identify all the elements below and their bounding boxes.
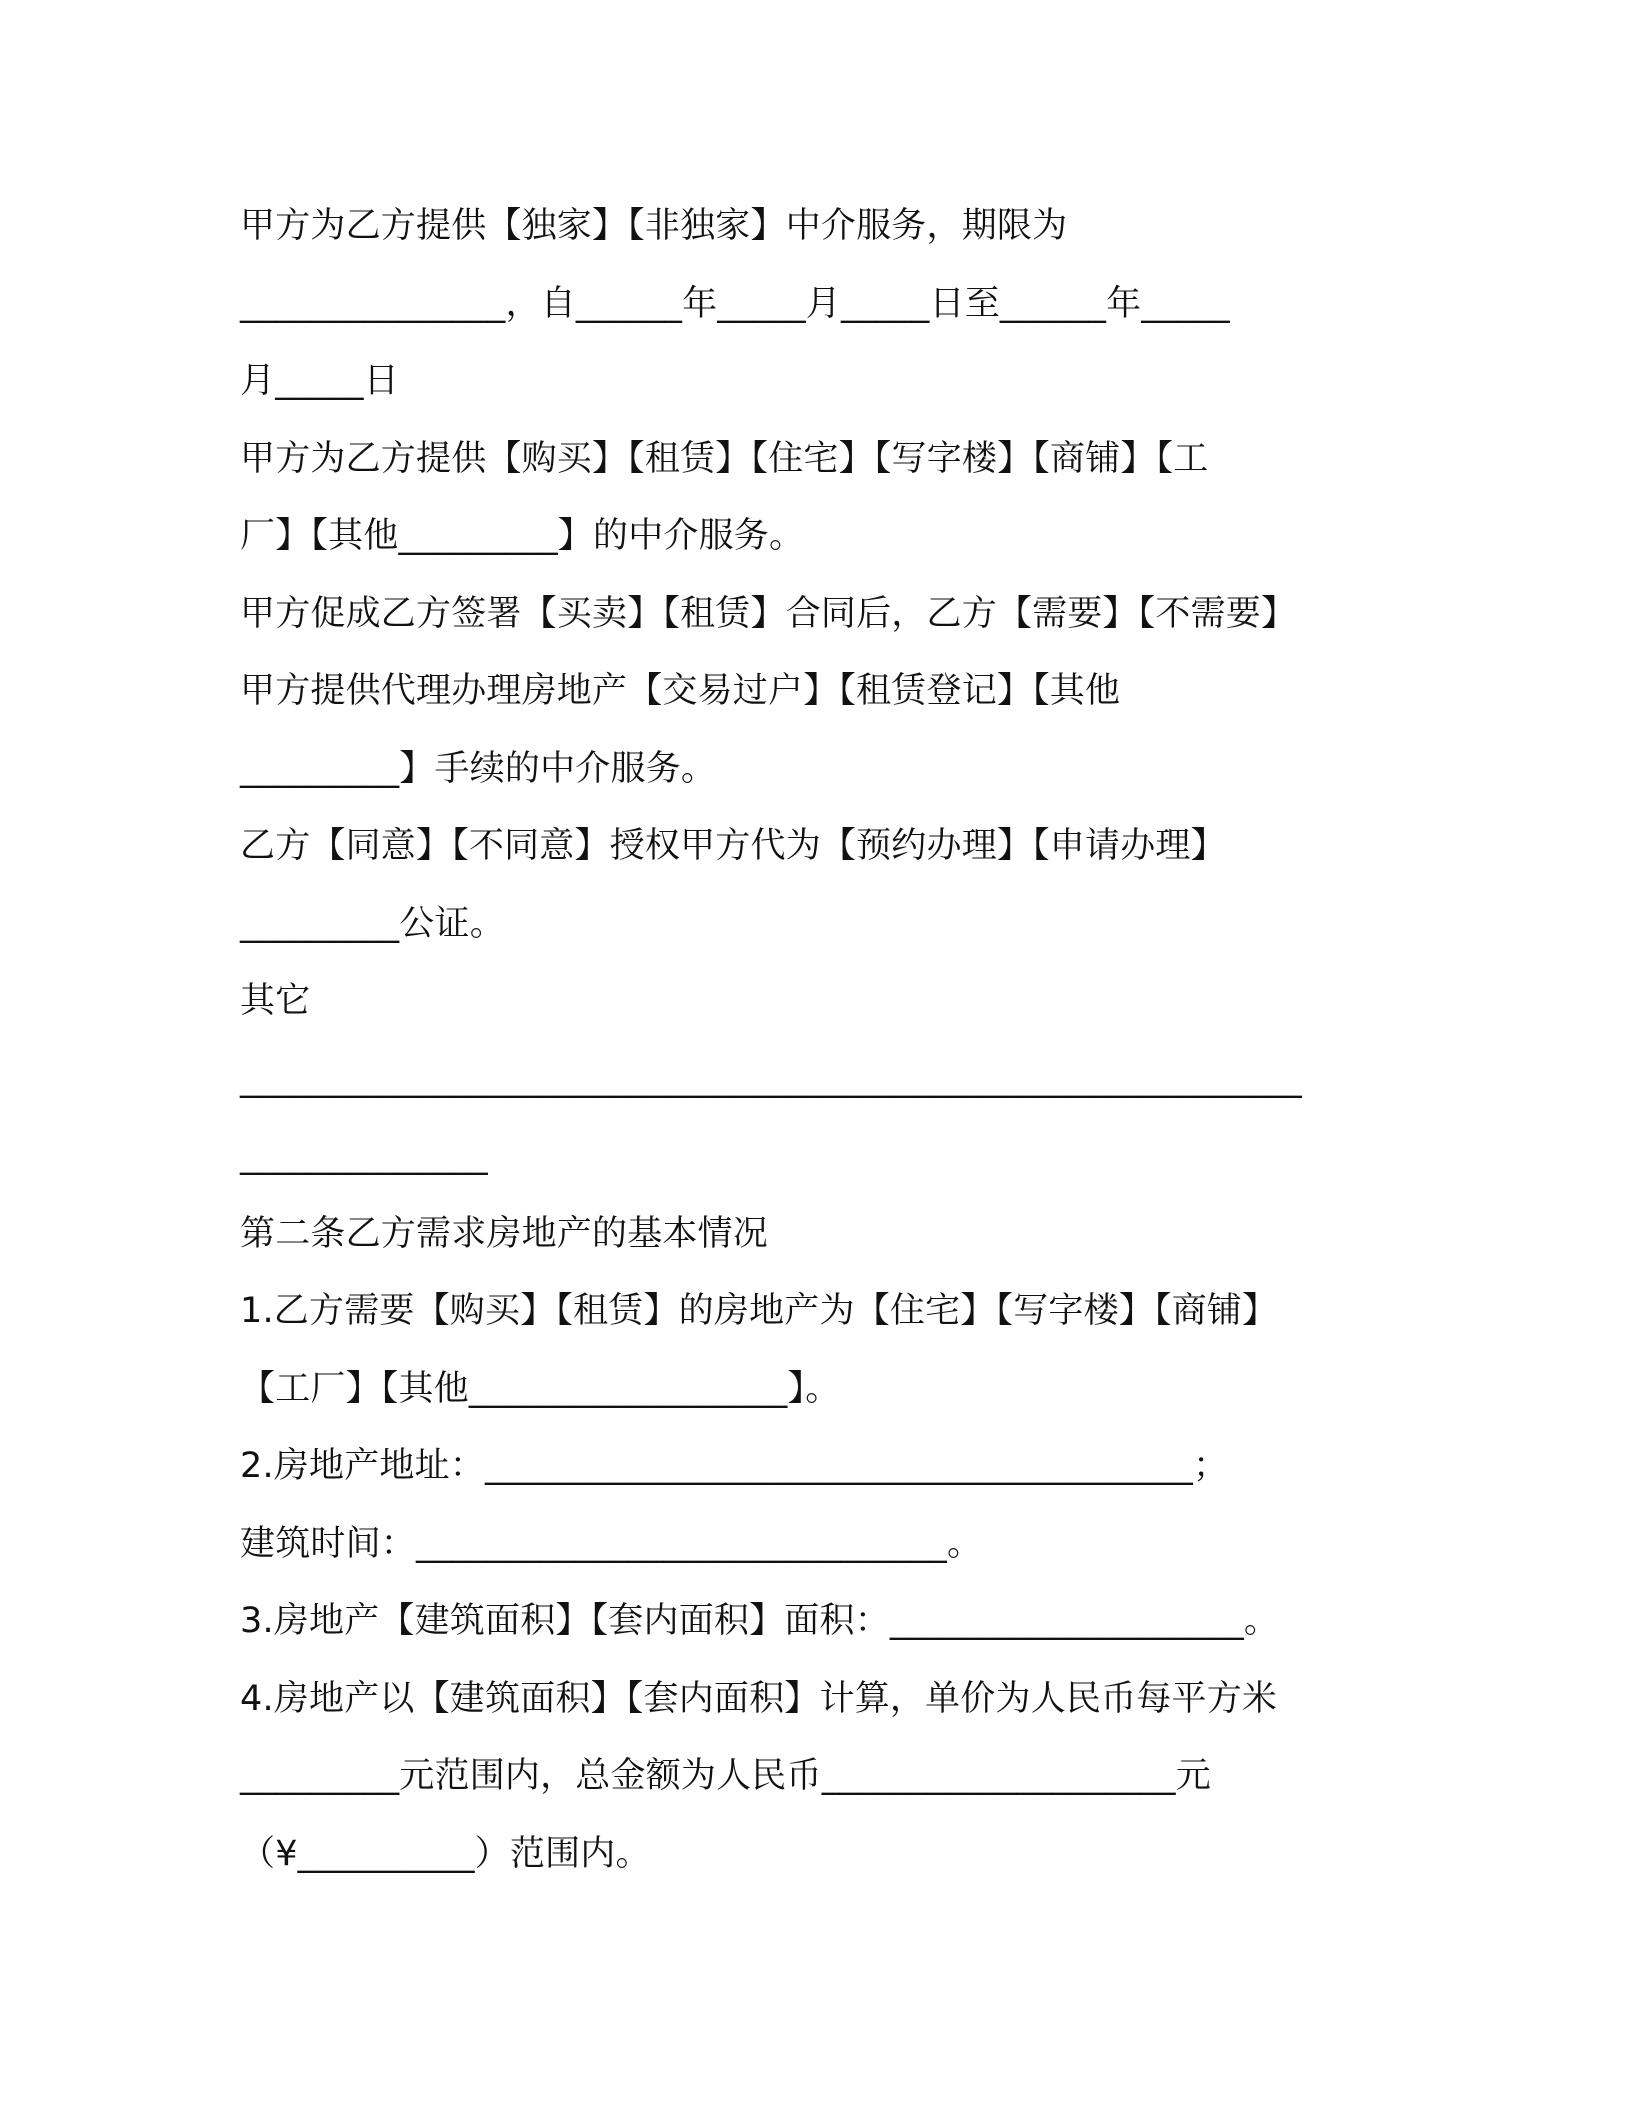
text-line: 3.房地产【建筑面积】【套内面积】面积：____________________。 (240, 1601, 1280, 1641)
text-line: 厂】【其他_________】的中介服务。 (240, 516, 805, 556)
text-line: 甲方提供代理办理房地产【交易过户】【租赁登记】【其他 (240, 671, 1121, 711)
text-line: 甲方促成乙方签署【买卖】【租赁】合同后，乙方【需要】【不需要】 (240, 593, 1297, 634)
document-body (240, 188, 1390, 1893)
text-line: 2.房地产地址：________________________________________； (240, 1446, 1229, 1486)
text-line: 1.乙方需要【购买】【租赁】的房地产为【住宅】【写字楼】【商铺】 (240, 1291, 1278, 1331)
text-line: 甲方为乙方提供【独家】【非独家】中介服务，期限为 (240, 206, 1068, 246)
text-line: 月_____日 (240, 361, 399, 401)
text-line: 4.房地产以【建筑面积】【套内面积】计算，单价为人民币每平方米 (240, 1678, 1278, 1719)
text-line: ______________ (240, 1136, 488, 1176)
text-line: ____________________________________________________________ (240, 1058, 1302, 1099)
text-line: 乙方【同意】【不同意】授权甲方代为【预约办理】【申请办理】 (240, 826, 1226, 866)
text-line: _________】手续的中介服务。 (240, 748, 717, 789)
text-line: 建筑时间：______________________________。 (240, 1523, 983, 1564)
text-line: 【工厂】【其他__________________】。 (240, 1368, 841, 1409)
text-line: 其它 (240, 981, 311, 1021)
text-line: _________元范围内，总金额为人民币____________________元 (240, 1756, 1211, 1796)
text-line: _______________，自______年_____月_____日至______年_____ (240, 283, 1230, 324)
text-line: 甲方为乙方提供【购买】【租赁】【住宅】【写字楼】【商铺】【工 (240, 438, 1209, 479)
text-line: _________公证。 (240, 903, 505, 944)
text-line: （¥__________）范围内。 (240, 1833, 651, 1874)
section-heading: 第二条乙方需求房地产的基本情况 (240, 1213, 769, 1254)
